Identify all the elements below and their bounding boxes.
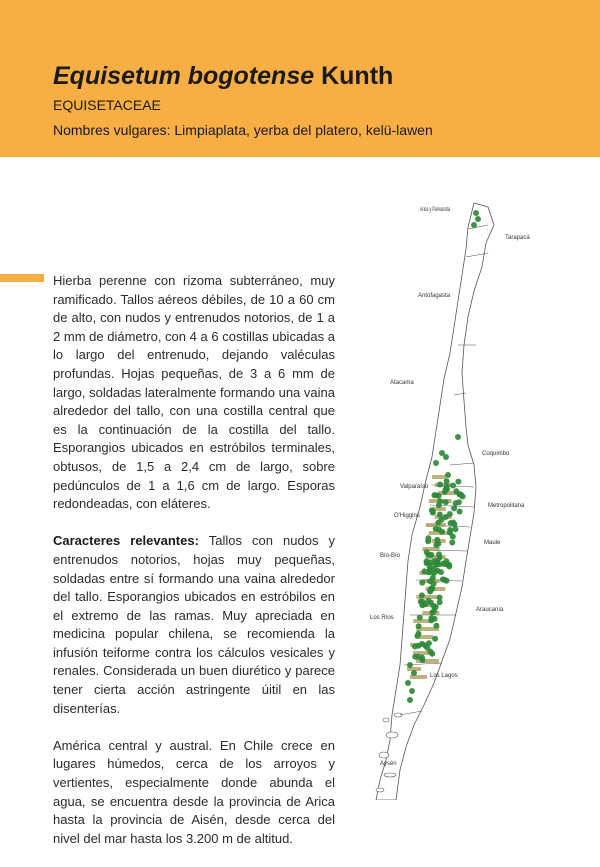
island — [376, 788, 384, 792]
occurrence-dot — [447, 511, 453, 517]
occurrence-dot — [419, 592, 425, 598]
region-label: Antofagasta — [418, 293, 451, 299]
occurrence-dot — [426, 598, 432, 604]
occurrence-dot — [412, 644, 418, 650]
region-label: Maule — [484, 540, 501, 546]
occurrence-dot — [451, 505, 457, 511]
occurrence-dot — [425, 538, 431, 544]
region-label: Coquimbo — [482, 451, 510, 457]
occurrence-dot — [419, 655, 425, 661]
occurrence-dot — [444, 484, 450, 490]
occurrence-dot — [455, 479, 461, 485]
occurrence-dot — [437, 595, 443, 601]
olive-area — [419, 635, 433, 639]
island — [383, 718, 389, 722]
relevant-text: Tallos con nudos y entrenudos notorios, hojas muy pequeñas, soldadas entre sí formando una vaina alrededor del tallo. Esporangios ubicados en estróbilos en el extremo de las ramas. Muy apreciada en medicina popular chilena, se recomienda la infusión teiforme contra los cálculos vesicales y renales. Considerada un buen diurético y parece tener cierta acción astringente úitil en las disenterías. — [53, 533, 335, 716]
occurrence-dot — [432, 616, 438, 622]
occurrence-dot — [447, 527, 453, 533]
species-author: Kunth — [321, 62, 394, 90]
family-name: EQUISETACEAE — [53, 97, 161, 113]
occurrence-dot — [416, 631, 422, 637]
common-names: Nombres vulgares: Limpiaplata, yerba del platero, kelü-lawen — [53, 122, 433, 138]
text-column — [53, 272, 335, 867]
occurrence-dot — [444, 578, 450, 584]
occurrence-dot — [449, 540, 455, 546]
occurrence-dot — [450, 534, 456, 540]
olive-area — [432, 475, 446, 479]
relevant-paragraph — [53, 532, 335, 718]
occurrence-dot — [456, 499, 462, 505]
occurrence-dot — [422, 568, 428, 574]
region-label: Los Ríos — [370, 615, 394, 621]
occurrence-dot — [424, 549, 430, 555]
occurrence-dot — [422, 642, 428, 648]
occurrence-dot — [419, 580, 425, 586]
occurrence-dot — [432, 636, 438, 642]
occurrence-dot — [436, 493, 442, 499]
region-label: Arica y Parinacota — [420, 207, 451, 213]
occurrence-dot — [446, 563, 452, 569]
occurrence-dot — [427, 567, 433, 573]
occurrence-dot — [436, 527, 442, 533]
occurrence-dot — [455, 434, 461, 440]
occurrence-dot — [440, 561, 446, 567]
occurrence-dot — [437, 482, 443, 488]
region-label: Araucanía — [476, 607, 504, 613]
region-label: Atacama — [390, 380, 414, 386]
occurrence-dot — [475, 216, 481, 222]
occurrence-dot — [435, 561, 441, 567]
occurrence-dot — [439, 450, 445, 456]
region-label: O'Higgins — [394, 513, 420, 519]
occurrence-dot — [405, 680, 411, 686]
occurrence-dot — [448, 520, 454, 526]
occurrence-dot — [457, 509, 463, 515]
occurrence-dot — [416, 623, 422, 629]
occurrence-dot — [443, 499, 449, 505]
occurrence-dot — [473, 210, 479, 216]
occurrence-dot — [450, 483, 456, 489]
occurrence-dot — [407, 697, 413, 703]
occurrence-dot — [435, 520, 441, 526]
distribution-map — [370, 195, 600, 800]
occurrence-dot — [445, 472, 451, 478]
region-label: Los Lagos — [430, 673, 458, 679]
relevant-label: Caracteres relevantes: — [53, 533, 199, 549]
region-label: Valparaíso — [400, 484, 429, 490]
region-label: Aysén — [380, 761, 397, 767]
occurrence-dot — [438, 569, 444, 575]
occurrence-dot — [433, 460, 439, 466]
distribution-paragraph: América central y austral. En Chile crece en lugares húmedos, cerca de los arroyos y vertientes, especialmente donde abunda el agua, se encuentra desde la provincia de Arica hasta la provincia de Aisén, desde cerca del nivel del mar hasta los 3.200 m de altitud. — [53, 737, 335, 846]
region-label: Metropolitana — [488, 503, 525, 509]
occurrence-dot — [429, 610, 435, 616]
island — [379, 752, 389, 758]
occurrence-dot — [424, 558, 430, 564]
occurrence-dot — [429, 507, 435, 513]
description-paragraph: Hierba perenne con rizoma subterráneo, muy ramificado. Tallos aéreos débiles, de 10 a 60 cm de alto, con nudos y entrenudos notorios, de 1 a 2 mm de diámetro, con 4 a 6 costillas ubicadas a lo largo del entrenudo, dejando valéculas profundas. Hojas pequeñas, de 3 a 6 mm de largo, soldadas lateralmente formando una vaina alrededor del tallo, con una costilla central que es la continuación de la costilla del tallo. Esporangios ubicados en estróbilos terminales, obtusos, de 1,5 a 2,4 cm de largo, sobre pedúnculos de 1 a 1,6 cm de largo. Esporas redondeadas, con eláteres. — [53, 273, 335, 512]
island — [384, 773, 396, 777]
occurrence-dot — [452, 526, 458, 532]
occurrence-dot — [420, 602, 426, 608]
occurrence-dot — [453, 488, 459, 494]
occurrence-dot — [435, 541, 441, 547]
accent-bar — [0, 274, 44, 282]
occurrence-dot — [407, 662, 413, 668]
occurrence-dot — [444, 478, 450, 484]
region-label: Tarapacá — [505, 235, 530, 241]
page-title — [53, 62, 393, 91]
occurrence-dot — [411, 670, 417, 676]
occurrence-dot — [433, 623, 439, 629]
occurrence-dot — [437, 512, 443, 518]
occurrence-dot — [436, 551, 442, 557]
occurrence-dot — [427, 588, 433, 594]
occurrence-dot — [436, 502, 442, 508]
island — [386, 732, 398, 738]
header-band — [0, 0, 600, 157]
occurrence-dot — [471, 222, 477, 228]
region-label: Bío-Bío — [380, 553, 401, 559]
species-name: Equisetum bogotense — [53, 62, 315, 90]
occurrence-dot — [417, 615, 423, 621]
occurrence-dot — [409, 688, 415, 694]
